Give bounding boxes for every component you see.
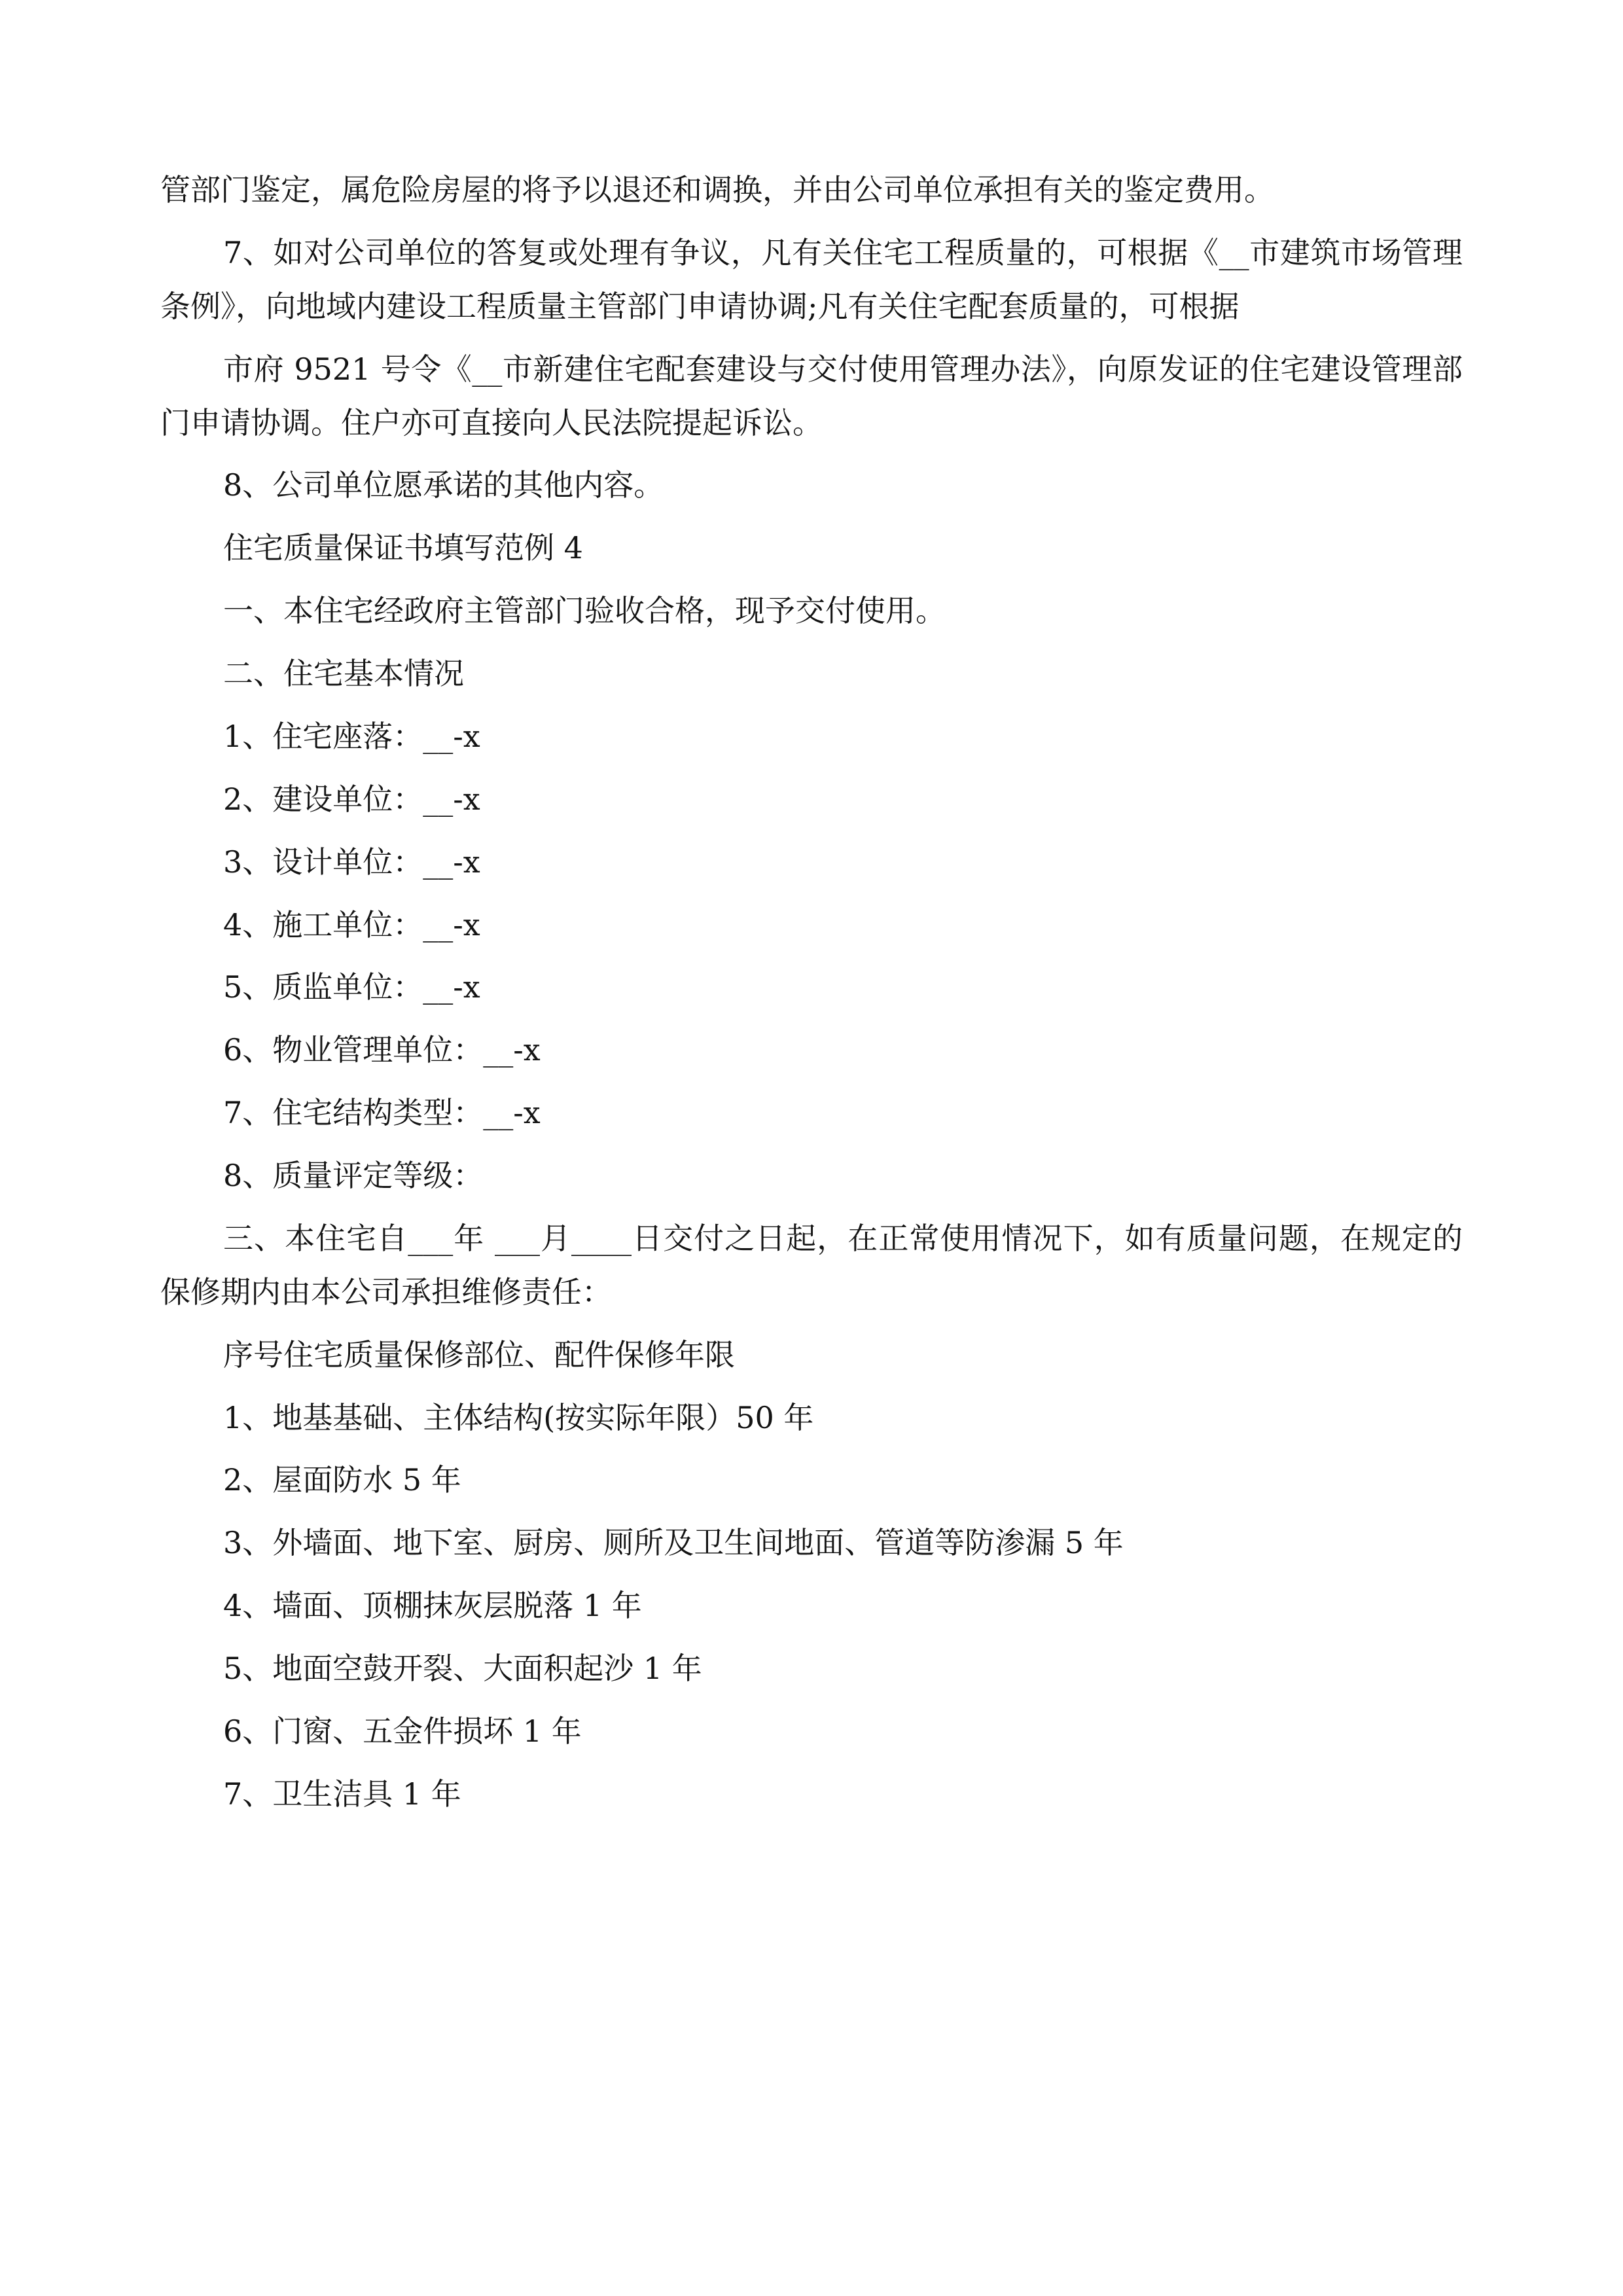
paragraph-section-two: 二、住宅基本情况 [223, 656, 464, 691]
paragraph-carryover: 管部门鉴定，属危险房屋的将予以退还和调换，并由公司单位承担有关的鉴定费用。 [160, 172, 1274, 207]
document-body [160, 164, 1463, 1821]
list-item-basic-2: 2、建设单位：__-x [223, 781, 480, 817]
list-item-warranty-5: 5、地面空鼓开裂、大面积起沙 1 年 [223, 1651, 702, 1686]
paragraph-item-7-continued: 市府 9521 号令《__市新建住宅配套建设与交付使用管理办法》，向原发证的住宅建设管理部门申请协调。住户亦可直接向人民法院提起诉讼。 [160, 351, 1463, 440]
paragraph-item-7: 7、如对公司单位的答复或处理有争议，凡有关住宅工程质量的，可根据《__市建筑市场管理条例》，向地域内建设工程质量主管部门申请协调;凡有关住宅配套质量的，可根据 [160, 234, 1463, 324]
list-item-basic-3: 3、设计单位：__-x [223, 844, 480, 880]
paragraph-item-8: 8、公司单位愿承诺的其他内容。 [223, 467, 664, 503]
list-item-warranty-7: 7、卫生洁具 1 年 [223, 1776, 461, 1812]
list-item-warranty-2: 2、屋面防水 5 年 [223, 1462, 461, 1498]
list-item-warranty-4: 4、墙面、顶棚抹灰层脱落 1 年 [223, 1588, 642, 1624]
section-heading-sample-4: 住宅质量保证书填写范例 4 [223, 530, 583, 566]
list-item-basic-8: 8、质量评定等级： [223, 1158, 484, 1193]
list-item-warranty-6: 6、门窗、五金件损坏 1 年 [223, 1713, 582, 1749]
list-item-basic-7: 7、住宅结构类型：__-x [223, 1095, 541, 1131]
paragraph-section-one: 一、本住宅经政府主管部门验收合格，现予交付使用。 [223, 593, 946, 629]
list-item-basic-5: 5、质监单位：__-x [223, 969, 480, 1005]
list-item-basic-4: 4、施工单位：__-x [223, 906, 480, 942]
warranty-table-header: 序号住宅质量保修部位、配件保修年限 [223, 1336, 735, 1372]
list-item-warranty-1: 1、地基基础、主体结构(按实际年限）50 年 [223, 1399, 814, 1435]
list-item-basic-1: 1、住宅座落：__-x [223, 718, 480, 754]
list-item-warranty-3: 3、外墙面、地下室、厨房、厕所及卫生间地面、管道等防渗漏 5 年 [223, 1525, 1124, 1561]
list-item-basic-6: 6、物业管理单位：__-x [223, 1032, 541, 1068]
paragraph-section-three: 三、本住宅自___年 ___月____日交付之日起，在正常使用情况下，如有质量问题，在规定的保修期内由本公司承担维修责任： [160, 1220, 1463, 1310]
